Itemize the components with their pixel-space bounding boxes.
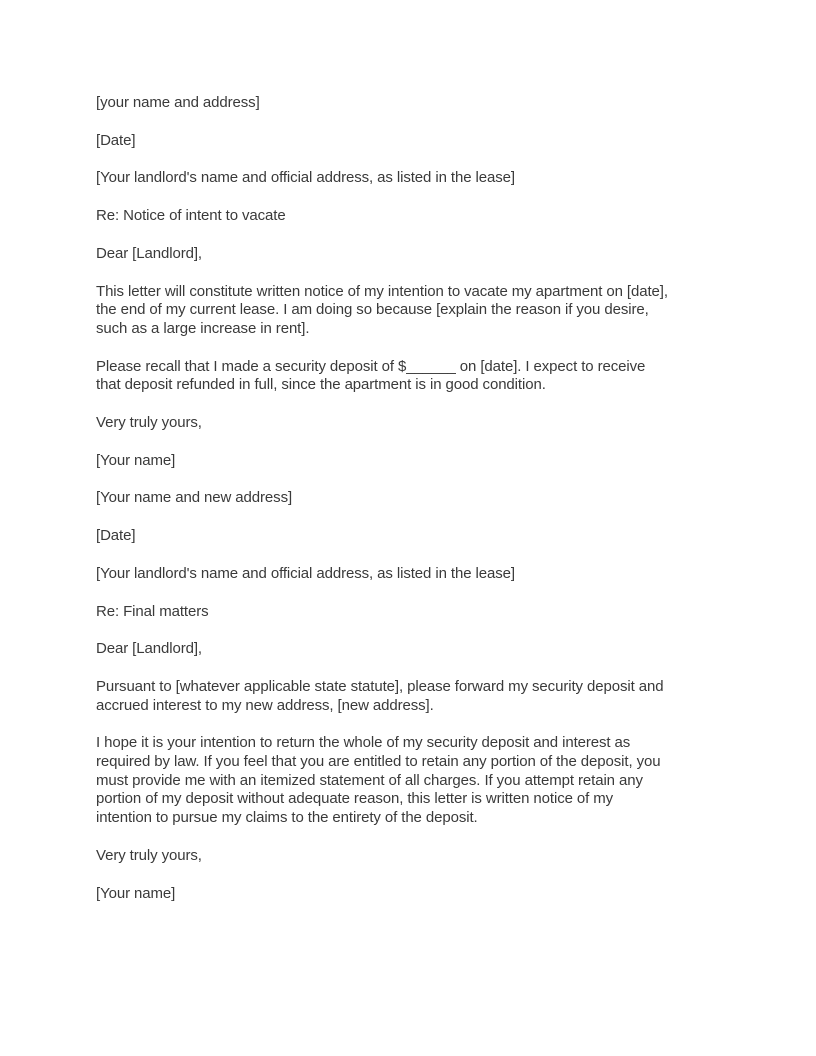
- sender-address: [Your name and new address]: [96, 489, 293, 507]
- signature: [Your name]: [96, 884, 176, 902]
- body-line: accrued interest to my new address, [new address].: [96, 696, 434, 714]
- body-line: I hope it is your intention to return the whole of my security deposit and interest as: [96, 734, 631, 752]
- body-line: must provide me with an itemized statement of all charges. If you attempt retain any: [96, 771, 643, 789]
- letter-date: [Date]: [96, 527, 136, 545]
- body-paragraph-vacate: [96, 283, 706, 339]
- body-paragraph-return: [96, 734, 706, 828]
- body-line: such as a large increase in rent].: [96, 319, 310, 337]
- subject-line: Re: Notice of intent to vacate: [96, 207, 286, 225]
- body-line: portion of my deposit without adequate reason, this letter is written notice of my: [96, 790, 614, 808]
- letter-date: [Date]: [96, 131, 136, 149]
- body-line: the end of my current lease. I am doing so because [explain the reason if you desire,: [96, 301, 649, 319]
- subject-line: Re: Final matters: [96, 602, 209, 620]
- closing: Very truly yours,: [96, 846, 202, 864]
- body-line: that deposit refunded in full, since the apartment is in good condition.: [96, 376, 546, 394]
- landlord-address: [Your landlord's name and official address, as listed in the lease]: [96, 564, 515, 582]
- body-line: intention to pursue my claims to the entirety of the deposit.: [96, 809, 478, 827]
- body-line: Pursuant to [whatever applicable state statute], please forward my security deposit and: [96, 677, 664, 695]
- salutation: Dear [Landlord],: [96, 640, 202, 658]
- closing: Very truly yours,: [96, 414, 202, 432]
- body-line: This letter will constitute written notice of my intention to vacate my apartment on [date],: [96, 282, 668, 300]
- letter-final-matters: [96, 489, 706, 903]
- body-line: required by law. If you feel that you are entitled to retain any portion of the deposit, you: [96, 753, 661, 771]
- sender-address: [your name and address]: [96, 94, 260, 111]
- signature: [Your name]: [96, 451, 176, 469]
- body-paragraph-deposit: [96, 358, 706, 395]
- letter-notice-of-intent: [96, 94, 706, 470]
- landlord-address: [Your landlord's name and official address, as listed in the lease]: [96, 169, 515, 187]
- salutation: Dear [Landlord],: [96, 244, 202, 262]
- body-line: Please recall that I made a security deposit of $______ on [date]. I expect to receive: [96, 357, 646, 375]
- body-paragraph-forward: [96, 678, 706, 715]
